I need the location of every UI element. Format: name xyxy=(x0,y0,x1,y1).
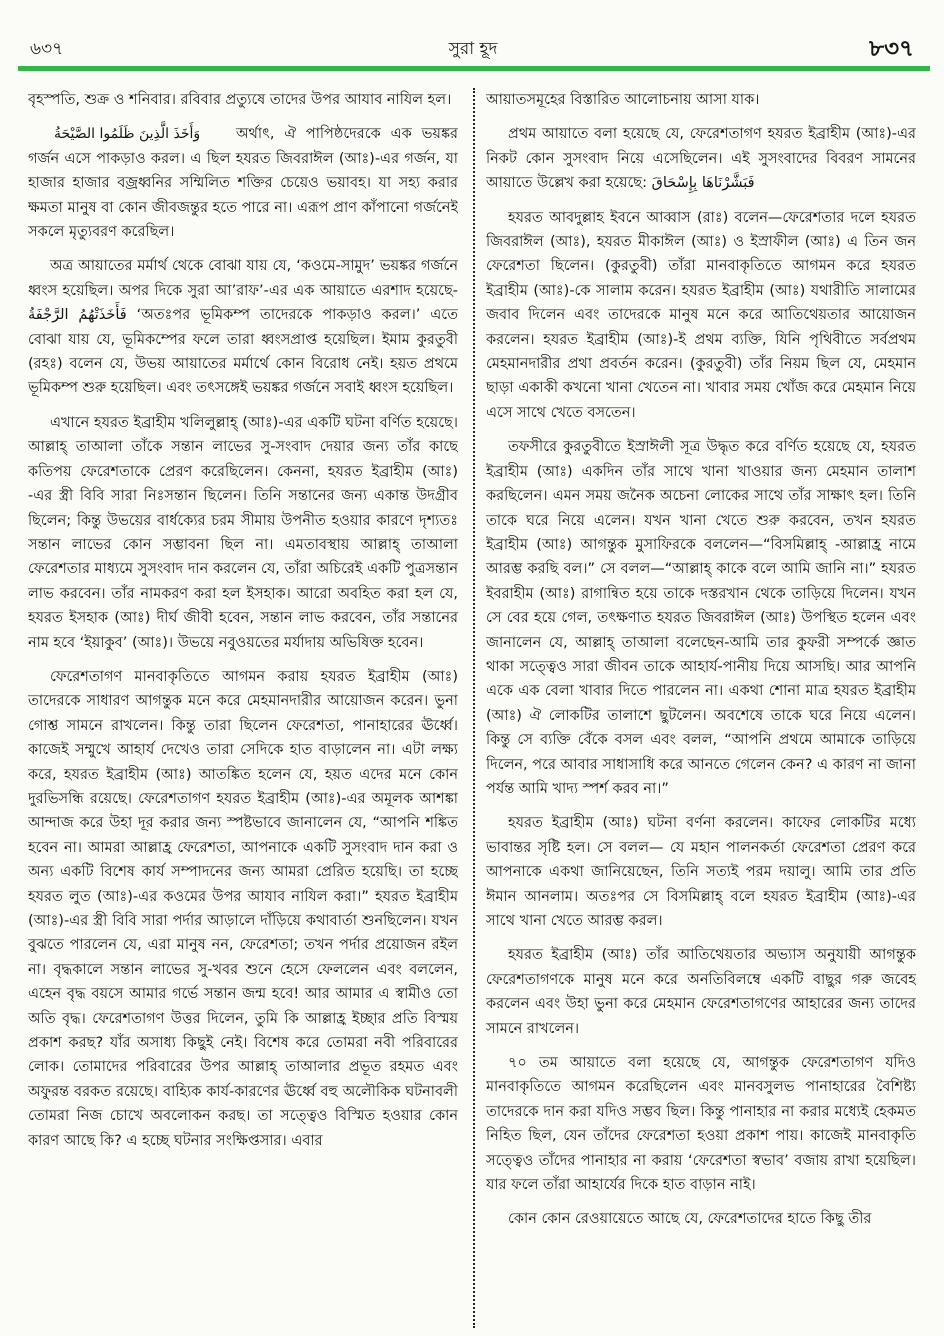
paragraph: আয়াতসমূহের বিস্তারিত আলোচনায় আসা যাক। xyxy=(486,92,760,108)
column-divider xyxy=(473,88,475,1328)
paragraph: হযরত ইব্রাহীম (আঃ) ঘটনা বর্ণনা করলেন। কাফের লোকটির মধ্যে ভাবান্তর সৃষ্টি হল। সে বলল— যে মহান পালনকর্তা ফেরেশতা প্রেরণ করে আপনাকে একথা জানিয়েছেন, তিনি সত্যই পরম দয়ালু। আমি তার প্রতি ঈমান আনলাম। অতঃপর সে বিসমিল্লাহ্ বলে হযরত ইব্রাহীম (আঃ)-এর সাথে খানা খেতে আরম্ভ করল। xyxy=(486,815,916,929)
arabic-verse: وَأَخَذَ الَّذِينَ ظَلَمُوا الصَّيْحَةُ xyxy=(54,126,201,143)
paragraph: এখানে হযরত ইব্রাহীম খলিলুল্লাহ্ (আঃ)-এর একটি ঘটনা বর্ণিত হয়েছে। আল্লাহ্ তাআলা তাঁকে সন্তান লাভের সু-সংবাদ দেয়ার জন্য তাঁর কাছে কতিপয় ফেরেশতাকে প্রেরণ করেছিলেন। কেননা, হযরত ইব্রাহীম (আঃ) -এর স্ত্রী বিবি সারা নিঃসন্তান ছিলেন। তিনি সন্তানের জন্য একান্ত উদগ্রীব ছিলেন; কিন্তু উভয়ের বার্ধক্যের চরম সীমায় উপনীত হওয়ার কারণে দৃশ্যতঃ সন্তান লাভের কোন সম্ভাবনা ছিল না। এমতাবস্থায় আল্লাহ্ তাআলা ফেরেশতার মাধ্যমে সুসংবাদ দান করলেন যে, তাঁরা অচিরেই একটি পুত্রসন্তান লাভ করবেন। তাঁর নামকরণ করা হল ইসহাক। আরো অবহিত করা হল যে, হযরত ইসহাক (আঃ) দীর্ঘ জীবী হবেন, সন্তান লাভ করবেন, তাঁর সন্তানের নাম হবে ‘ইয়াকুব’ (আঃ)। উভয়ে নবুওয়তের মর্যাদায় অভিষিক্ত হবেন। xyxy=(28,414,458,651)
paragraph: কোন কোন রেওয়ায়েতে আছে যে, ফেরেশতাদের হাতে কিছু তীর xyxy=(508,1211,872,1228)
paragraph: হযরত ইব্রাহীম (আঃ) তাঁর আতিথেয়তার অভ্যাস অনুযায়ী আগন্তুক ফেরেশতাগণকে মানুষ মনে করে অনতিবিলম্বে একটি বাছুর গরু জবেহ করলেন এবং উহা ভুনা করে মেহমান ফেরেশতাগণের আহারের জন্য তাদের সামনে রাখলেন। xyxy=(486,947,916,1037)
header-rule xyxy=(18,66,930,71)
paragraph xyxy=(28,122,458,244)
right-column xyxy=(486,88,916,1328)
text-columns xyxy=(28,88,918,1328)
paragraph: প্রথম আয়াতে বলা হয়েছে যে, ফেরেশতাগণ হযরত ইব্রাহীম (আঃ)-এর নিকট কোন সুসংবাদ নিয়ে এসেছিলেন। এই সুসংবাদের বিবরণ সামনের আয়াতে উল্লেখ করা হয়েছে: فَبَشَّرْنَاهَا بِإِسْحَاقَ xyxy=(486,126,916,192)
page-header xyxy=(18,24,928,64)
paragraph-text: অর্থাৎ, ঐ পাপিষ্ঠদেরকে এক ভয়ঙ্কর গর্জন এসে পাকড়াও করল। এ ছিল হযরত জিবরাঈল (আঃ)-এর গর্জন, যা হাজার হাজার বজ্রধ্বনির সম্মিলিত শক্তির চেয়েও ভয়াবহ। যা সহ্য করার ক্ষমতা মানুষ বা কোন জীবজন্তুর হতে পারে না। এরূপ প্রাণ কাঁপানো গর্জনেই সকলে মৃত্যুবরণ করেছিল। xyxy=(28,126,458,241)
page-title: সুরা হূদ xyxy=(448,39,498,59)
page-number-right: ৮৩৭ xyxy=(869,36,914,62)
page-number-left: ৬৩৭ xyxy=(30,39,64,59)
paragraph: হযরত আবদুল্লাহ ইবনে আব্বাস (রাঃ) বলেন—ফেরেশতার দলে হযরত জিবরাঈল (আঃ), হযরত মীকাঈল (আঃ) ও ইস্রাফীল (আঃ) এ তিন জন ফেরেশতা ছিলেন। (কুরতুবী) তাঁরা মানবাকৃতিতে আগমন করে হযরত ইব্রাহীম (আঃ)-কে সালাম করেন। হযরত ইব্রাহীম (আঃ) যথারীতি সালামের জবাব দিলেন এবং তাদেরকে মানুষ মনে করে আতিথেয়তার আয়োজন করলেন। হযরত ইব্রাহীম (আঃ)-ই প্রথম ব্যক্তি, যিনি পৃথিবীতে সর্বপ্রথম মেহমানদারীর প্রথা প্রবর্তন করেন। (কুরতুবী) তাঁর নিয়ম ছিল যে, মেহমান ছাড়া একাকী কখনো খানা খেতেন না। খাবার সময় খোঁজ করে মেহমান নিয়ে এসে সাথে খেতে বসতেন। xyxy=(486,209,916,421)
paragraph: বৃহস্পতি, শুক্র ও শনিবার। রবিবার প্রত্যুষে তাদের উপর আযাব নাযিল হল। xyxy=(28,92,452,108)
paragraph: ফেরেশতাগণ মানবাকৃতিতে আগমন করায় হযরত ইব্রাহীম (আঃ) তাদেরকে সাধারণ আগন্তুক মনে করে মেহমানদারীর আয়োজন করেন। ভুনা গোশ্ত সামনে রাখলেন। কিন্তু তারা ছিলেন ফেরেশতা, পানাহারের ঊর্ধ্বে। কাজেই সম্মুখে আহার্য দেখেও তারা সেদিকে হাত বাড়ালেন না। এটা লক্ষ্য করে, হযরত ইব্রাহীম (আঃ) আতঙ্কিত হলেন যে, হয়ত এদের মনে কোন দুরভিসন্ধি রয়েছে। ফেরেশতাগণ হযরত ইব্রাহীম (আঃ)-এর অমূলক আশঙ্কা আন্দাজ করে উহা দূর করার জন্য স্পষ্টভাবে জানালেন যে, “আপনি শঙ্কিত হবেন না। আমরা আল্লাহ্র ফেরেশতা, আপনাকে একটি সুসংবাদ দান করা ও অন্য একটি বিশেষ কার্য সম্পাদনের জন্য আমরা প্রেরিত হয়েছি। তা হচ্ছে হযরত লুত (আঃ)-এর কওমের উপর আযাব নাযিল করা।” হযরত ইব্রাহীম (আঃ)-এর স্ত্রী বিবি সারা পর্দার আড়ালে দাঁড়িয়ে কথাবার্তা শুনছিলেন। যখন বুঝতে পারলেন যে, এরা মানুষ নন, ফেরেশতা; তখন পর্দার প্রয়োজন রইল না। বৃদ্ধকালে সন্তান লাভের সু-খবর শুনে হেসে ফেললেন এবং বললেন, এহেন বৃদ্ধ বয়সে আমার গর্ভে সন্তান জন্ম হবে! আর আমার এ স্বামীও তো অতি বৃদ্ধ। ফেরেশতাগণ উত্তর দিলেন, তুমি কি আল্লাহ্র ইচ্ছার প্রতি বিস্ময় প্রকাশ করছ? যাঁর অসাধ্য কিছুই নেই। বিশেষ করে তোমরা নবী পরিবারের লোক। তোমাদের পরিবারের উপর আল্লাহ্ তাআলার প্রভূত রহমত এবং অফুরন্ত বরকত রয়েছে। বাহ্যিক কার্য-কারণের ঊর্ধ্বে বহু অলৌকিক ঘটনাবলী তোমরা নিজ চোখে অবলোকন করছ। তা সত্ত্বেও বিস্মিত হওয়ার কোন কারণ আছে কি? এ হচ্ছে ঘটনার সংক্ষিপ্তসার। এবার xyxy=(28,668,458,1149)
paragraph: তফসীরে কুরতুবীতে ইস্রাঈলী সূত্র উদ্ধৃত করে বর্ণিত হয়েছে যে, হযরত ইব্রাহীম (আঃ) একদিন তাঁর সাথে খানা খাওয়ার জন্য মেহমান তালাশ করছিলেন। এমন সময় জনৈক অচেনা লোকের সাথে তাঁর সাক্ষাৎ হল। তিনি তাকে ঘরে নিয়ে এলেন। যখন খানা খেতে শুরু করবেন, তখন হযরত ইব্রাহীম (আঃ) আগন্তুক মুসাফিরকে বললেন—“বিসমিল্লাহ্ -আল্লাহ্র নামে আরম্ভ করছি বল।” সে বলল—“আল্লাহ্ কাকে বলে আমি জানি না।” হযরত ইবরাহীম (আঃ) রাগান্বিত হয়ে তাকে দস্তরখান থেকে তাড়িয়ে দিলেন। যখন সে বের হয়ে গেল, তৎক্ষণাত হযরত জিবরাঈল (আঃ) উপস্থিত হলেন এবং জানালেন যে, আল্লাহ্ তাআলা বলেছেন-আমি তার কুফরী সম্পর্কে জ্ঞাত থাকা সত্ত্বেও সারা জীবন তাকে আহার্য-পানীয় দিয়ে আসছি। আর আপনি একে এক বেলা খাবার দিতে পারলেন না। একথা শোনা মাত্র হযরত ইব্রাহীম (আঃ) ঐ লোকটির তালাশে ছুটলেন। অবশেষে তাকে ঘরে নিয়ে এলেন। কিন্তু সে ব্যক্তি বেঁকে বসল এবং বলল, “আপনি প্রথমে আমাকে তাড়িয়ে দিলেন, পরে আবার সাধাসাধি করে আনতে গেলেন কেন? এ কারণ না জানা পর্যন্ত আমি খাদ্য স্পর্শ করব না।” xyxy=(486,439,916,797)
left-column xyxy=(28,88,458,1328)
paragraph: অত্র আয়াতের মর্মার্থ থেকে বোঝা যায় যে, ‘কওমে-সামুদ’ ভয়ঙ্কর গর্জনে ধ্বংস হয়েছিল। অপর দিকে সুরা আ’রাফ’-এর এক আয়াতে এরশাদ হয়েছে- فَأَخَذَتْهُمُ الرَّجْفَةُ ‘অতঃপর ভূমিকম্প তাদেরকে পাকড়াও করল।’ এতে বোঝা যায় যে, ভূমিকম্পের ফলে তারা ধ্বংসপ্রাপ্ত হয়েছিল। ইমাম কুরতুবী (রহঃ) বলেন যে, উভয় আয়াতের মর্মার্থে কোন বিরোধ নেই। হয়ত প্রথমে ভূমিকম্প শুরু হয়েছিল। এবং তৎসঙ্গেই ভয়ঙ্কর গর্জনে সবাই ধ্বংস হয়েছিল। xyxy=(28,258,458,397)
paragraph: ৭০ তম আয়াতে বলা হয়েছে যে, আগন্তুক ফেরেশতাগণ যদিও মানবাকৃতিতে আগমন করেছিলেন এবং মানবসুলভ পানাহারের বৈশিষ্ট্য তাদেরকে দান করা যদিও সম্ভব ছিল। কিন্তু পানাহার না করার মধ্যেই হেকমত নিহিত ছিল, যেন তাঁদের ফেরেশতা হওয়া প্রকাশ পায়। কাজেই মানবাকৃতি সত্ত্বেও তাঁদের পানাহার না করায় ‘ফেরেশতা স্বভাব’ বজায় রাখা হয়েছিল। যার ফলে তাঁরা আহার্যের দিকে হাত বাড়ান নাই। xyxy=(486,1055,916,1194)
